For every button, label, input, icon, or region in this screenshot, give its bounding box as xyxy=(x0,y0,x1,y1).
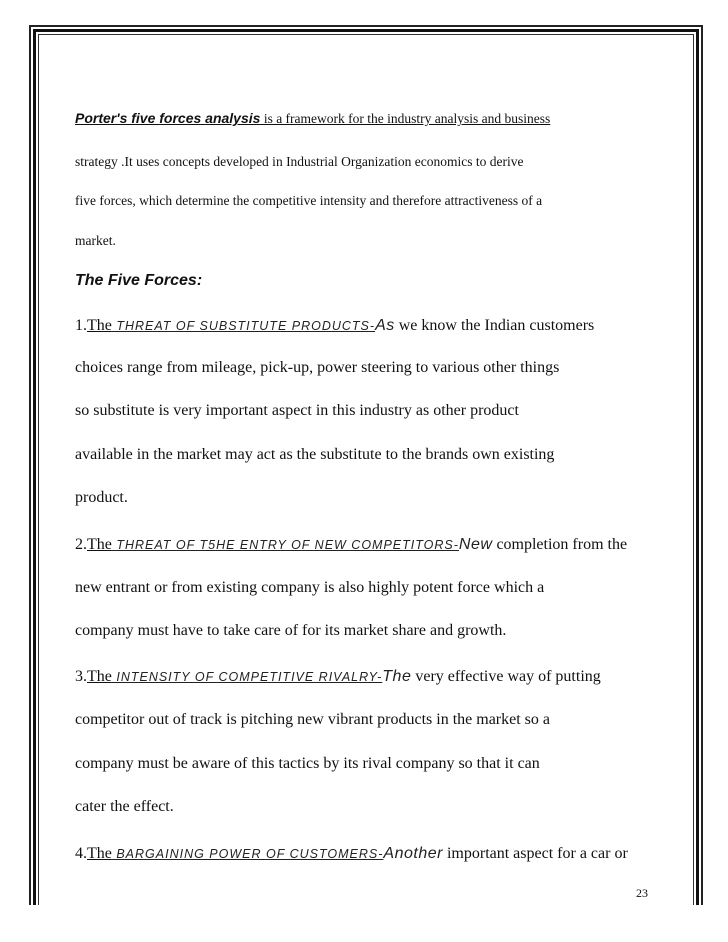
force-3-the: The xyxy=(87,668,112,685)
page-number: 23 xyxy=(636,886,648,900)
intro-line-2: strategy .It uses concepts developed in Industrial Organization economics to derive xyxy=(75,154,524,169)
force-2-number: 2. xyxy=(75,536,87,553)
force-3-line-3: cater the effect. xyxy=(75,798,174,815)
intro-line-1-rest: is a framework for the industry analysis and business xyxy=(260,111,551,126)
force-3-lead: The xyxy=(382,668,412,685)
intro-line-4: market. xyxy=(75,233,116,248)
force-2-heading xyxy=(75,536,627,554)
force-1-lead: As xyxy=(375,317,395,334)
force-4-lead: Another xyxy=(383,845,443,862)
force-1-number: 1. xyxy=(75,317,87,334)
force-1-line-3: available in the market may act as the substitute to the brands own existing xyxy=(75,446,555,463)
force-4-title: BARGAINING POWER OF CUSTOMERS- xyxy=(111,847,384,861)
intro-line-1 xyxy=(75,110,550,128)
force-1-line-1: choices range from mileage, pick-up, power steering to various other things xyxy=(75,359,560,376)
force-3-line-1: competitor out of track is pitching new vibrant products in the market so a xyxy=(75,711,550,728)
force-3-title: INTENSITY OF COMPETITIVE RIVALRY- xyxy=(111,670,383,684)
force-4-the: The xyxy=(87,845,112,862)
force-4-heading xyxy=(75,845,628,863)
force-3-line-2: company must be aware of this tactics by its rival company so that it can xyxy=(75,755,540,772)
force-2-rest: completion from the xyxy=(492,536,628,553)
force-2-lead: New xyxy=(458,536,493,553)
force-4-number: 4. xyxy=(75,845,87,862)
force-1-line-4: product. xyxy=(75,489,128,506)
force-1-title: THREAT OF SUBSTITUTE PRODUCTS- xyxy=(111,319,376,333)
force-1-rest: we know the Indian customers xyxy=(394,317,595,334)
force-4-rest: important aspect for a car or xyxy=(442,845,628,862)
force-2-the: The xyxy=(87,536,112,553)
intro-line-3: five forces, which determine the competitive intensity and therefore attractiveness of a xyxy=(75,193,543,208)
force-3-heading xyxy=(75,668,601,686)
force-3-rest: very effective way of putting xyxy=(411,668,601,685)
force-2-line-1: new entrant or from existing company is also highly potent force which a xyxy=(75,579,545,596)
force-1-line-2: so substitute is very important aspect in this industry as other product xyxy=(75,402,519,419)
force-2-title: THREAT OF T5HE ENTRY OF NEW COMPETITORS- xyxy=(111,538,459,552)
intro-term: Porter's five forces analysis xyxy=(75,110,261,126)
force-1-the: The xyxy=(87,317,112,334)
force-1-heading xyxy=(75,317,594,335)
force-3-number: 3. xyxy=(75,668,87,685)
section-heading: The Five Forces: xyxy=(75,272,203,289)
force-2-line-2: company must have to take care of for its market share and growth. xyxy=(75,622,507,639)
